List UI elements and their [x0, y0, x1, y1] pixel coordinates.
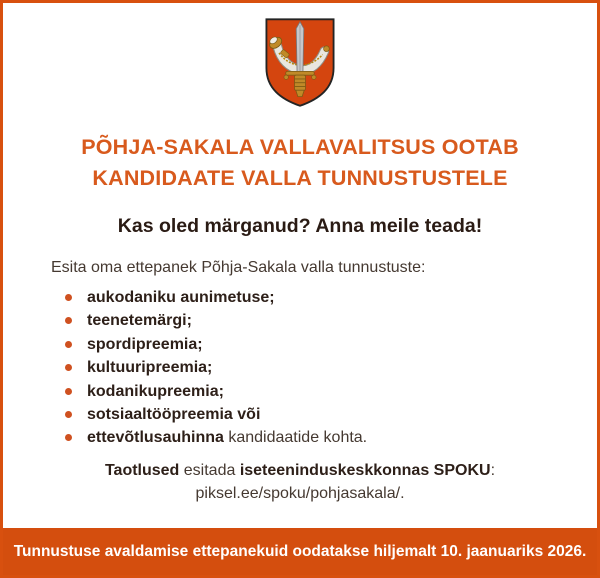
subtitle: Kas oled märganud? Anna meile teada! — [117, 215, 483, 237]
bullet-icon — [65, 341, 72, 348]
bullet-icon — [65, 388, 72, 395]
page-title-line1: PÕHJA-SAKALA VALLAVALITSUS OOTAB — [81, 135, 519, 159]
page-title-line2: KANDIDAATE VALLA TUNNUSTUSTELE — [92, 166, 508, 190]
bullet-icon — [65, 294, 72, 301]
submission-url: piksel.ee/spoku/pohjasakala/. — [195, 484, 405, 502]
coat-of-arms-icon — [262, 16, 338, 110]
deadline-banner — [3, 528, 597, 575]
submission-regular-2: : — [490, 461, 496, 479]
list-item — [65, 403, 597, 426]
list-item-suffix: kandidaatide kohta. — [223, 429, 368, 447]
list-item — [65, 333, 597, 356]
list-item-label: teenetemärgi; — [87, 312, 192, 330]
list-item — [65, 286, 597, 309]
bullet-icon — [65, 434, 72, 441]
list-item-label: sotsiaaltööpreemia või — [87, 406, 261, 424]
list-item-label: kodanikupreemia; — [87, 382, 224, 400]
bullet-icon — [65, 411, 72, 418]
list-item-label: kultuuripreemia; — [87, 359, 213, 377]
bullet-icon — [65, 317, 72, 324]
submission-regular-1: esitada — [179, 461, 240, 479]
bullet-icon — [65, 364, 72, 371]
list-item — [65, 309, 597, 332]
list-item-label: spordipreemia; — [87, 335, 203, 353]
crest-container — [3, 16, 597, 115]
page-title — [3, 132, 597, 194]
list-item — [65, 426, 597, 449]
list-item-label: ettevõtlusauhinna — [87, 429, 224, 447]
award-list — [65, 286, 597, 450]
submission-bold-1: Taotlused — [104, 461, 180, 479]
intro-text: Esita oma ettepanek Põhja-Sakala valla tunnustuste: — [51, 259, 426, 276]
submission-instructions — [3, 462, 597, 480]
list-item-label: aukodaniku aunimetuse; — [87, 289, 275, 306]
list-item — [65, 380, 597, 403]
deadline-text: Tunnustuse avaldamise ettepanekuid oodatakse hiljemalt 10. jaanuariks 2026. — [13, 542, 587, 560]
list-item — [65, 356, 597, 379]
submission-bold-2: iseteeninduskeskkonnas SPOKU — [239, 461, 491, 479]
